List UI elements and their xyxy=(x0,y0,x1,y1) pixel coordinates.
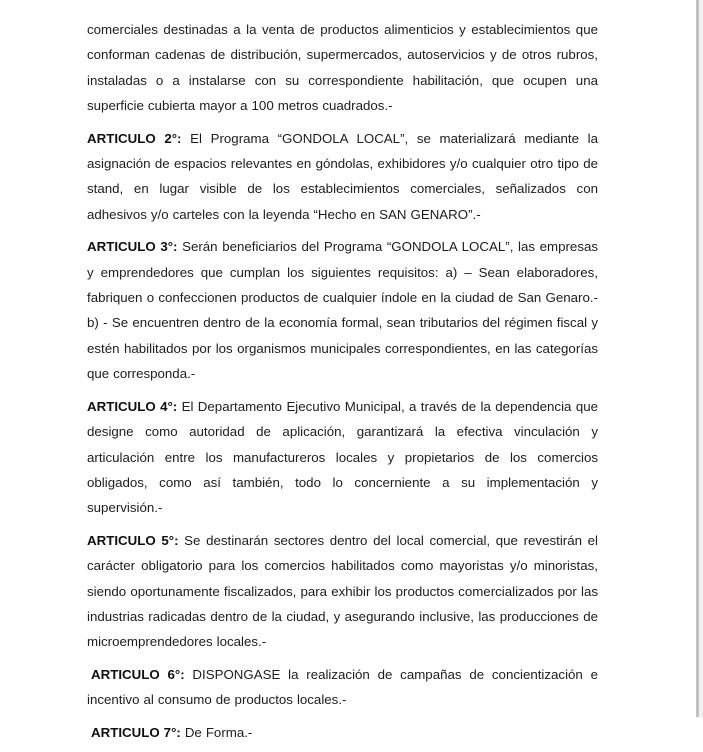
paragraph-text: comerciales destinadas a la venta de productos alimenticios y establecimientos que conforman cadenas de distribución, supermercados, autoservicios y de otros rubros, instaladas o a instalarse con su correspondiente habilitación, que ocupen una superficie cubierta mayor a 100 metros cuadrados.- xyxy=(87,22,598,114)
paragraph-text: DISPONGASE la realización de campañas de concientización e incentivo al consumo de productos locales.- xyxy=(87,666,598,708)
paragraph-continuation xyxy=(87,17,598,119)
paragraph-text: El Departamento Ejecutivo Municipal, a través de la dependencia que designe como autoridad de aplicación, garantizará la efectiva vinculación y articulación entre los manufactureros locales y propietarios de los comercios obligados, como así también, todo lo concerniente a su implementación y supervisión.- xyxy=(87,398,598,516)
page-edge-shadow xyxy=(699,0,703,717)
paragraph-article-3 xyxy=(87,234,598,386)
paragraph-text: Se destinarán sectores dentro del local comercial, que revestirán el carácter obligatorio para los comercios habilitados como mayoristas y/o minoristas, siendo oportunamente fiscalizados, para exhibir los productos comercializados por las industrias radicadas dentro de la ciudad, y asegurando inclusive, las producciones de microemprendedores locales.- xyxy=(87,532,599,650)
article-label: ARTICULO 7°: xyxy=(91,724,181,740)
document-body xyxy=(87,17,598,752)
paragraph-article-6 xyxy=(87,662,598,713)
article-label: ARTICULO 4°: xyxy=(87,398,178,414)
paragraph-text: Serán beneficiarios del Programa “GONDOLA LOCAL”, las empresas y emprendedores que cumplan los siguientes requisitos: a) – Sean elaboradores, fabriquen o confeccionen productos de cualquier índole en la ciudad de San Genaro.- b) - Se encuentren dentro de la economía formal, sean tributarios del régimen fiscal y estén habilitados por los organismos municipales correspondientes, en las categorías que corresponda.- xyxy=(87,239,599,382)
paragraph-article-2 xyxy=(87,126,598,228)
paragraph-text: El Programa “GONDOLA LOCAL”, se materializará mediante la asignación de espacios relevantes en góndolas, exhibidores y/o cualquier otro tipo de stand, en lugar visible de los establecimientos comerciales, señalizados con adhesivos y/o carteles con la leyenda “Hecho en SAN GENARO”.- xyxy=(87,130,598,222)
article-label: ARTICULO 3°: xyxy=(87,239,178,255)
article-label: ARTICULO 2°: xyxy=(87,130,182,146)
article-label: ARTICULO 5°: xyxy=(87,532,179,548)
article-label: ARTICULO 6°: xyxy=(91,666,185,682)
paragraph-text: De Forma.- xyxy=(180,724,253,740)
paragraph-article-7 xyxy=(87,720,598,745)
paragraph-article-4 xyxy=(87,394,598,521)
paragraph-article-5 xyxy=(87,528,598,655)
